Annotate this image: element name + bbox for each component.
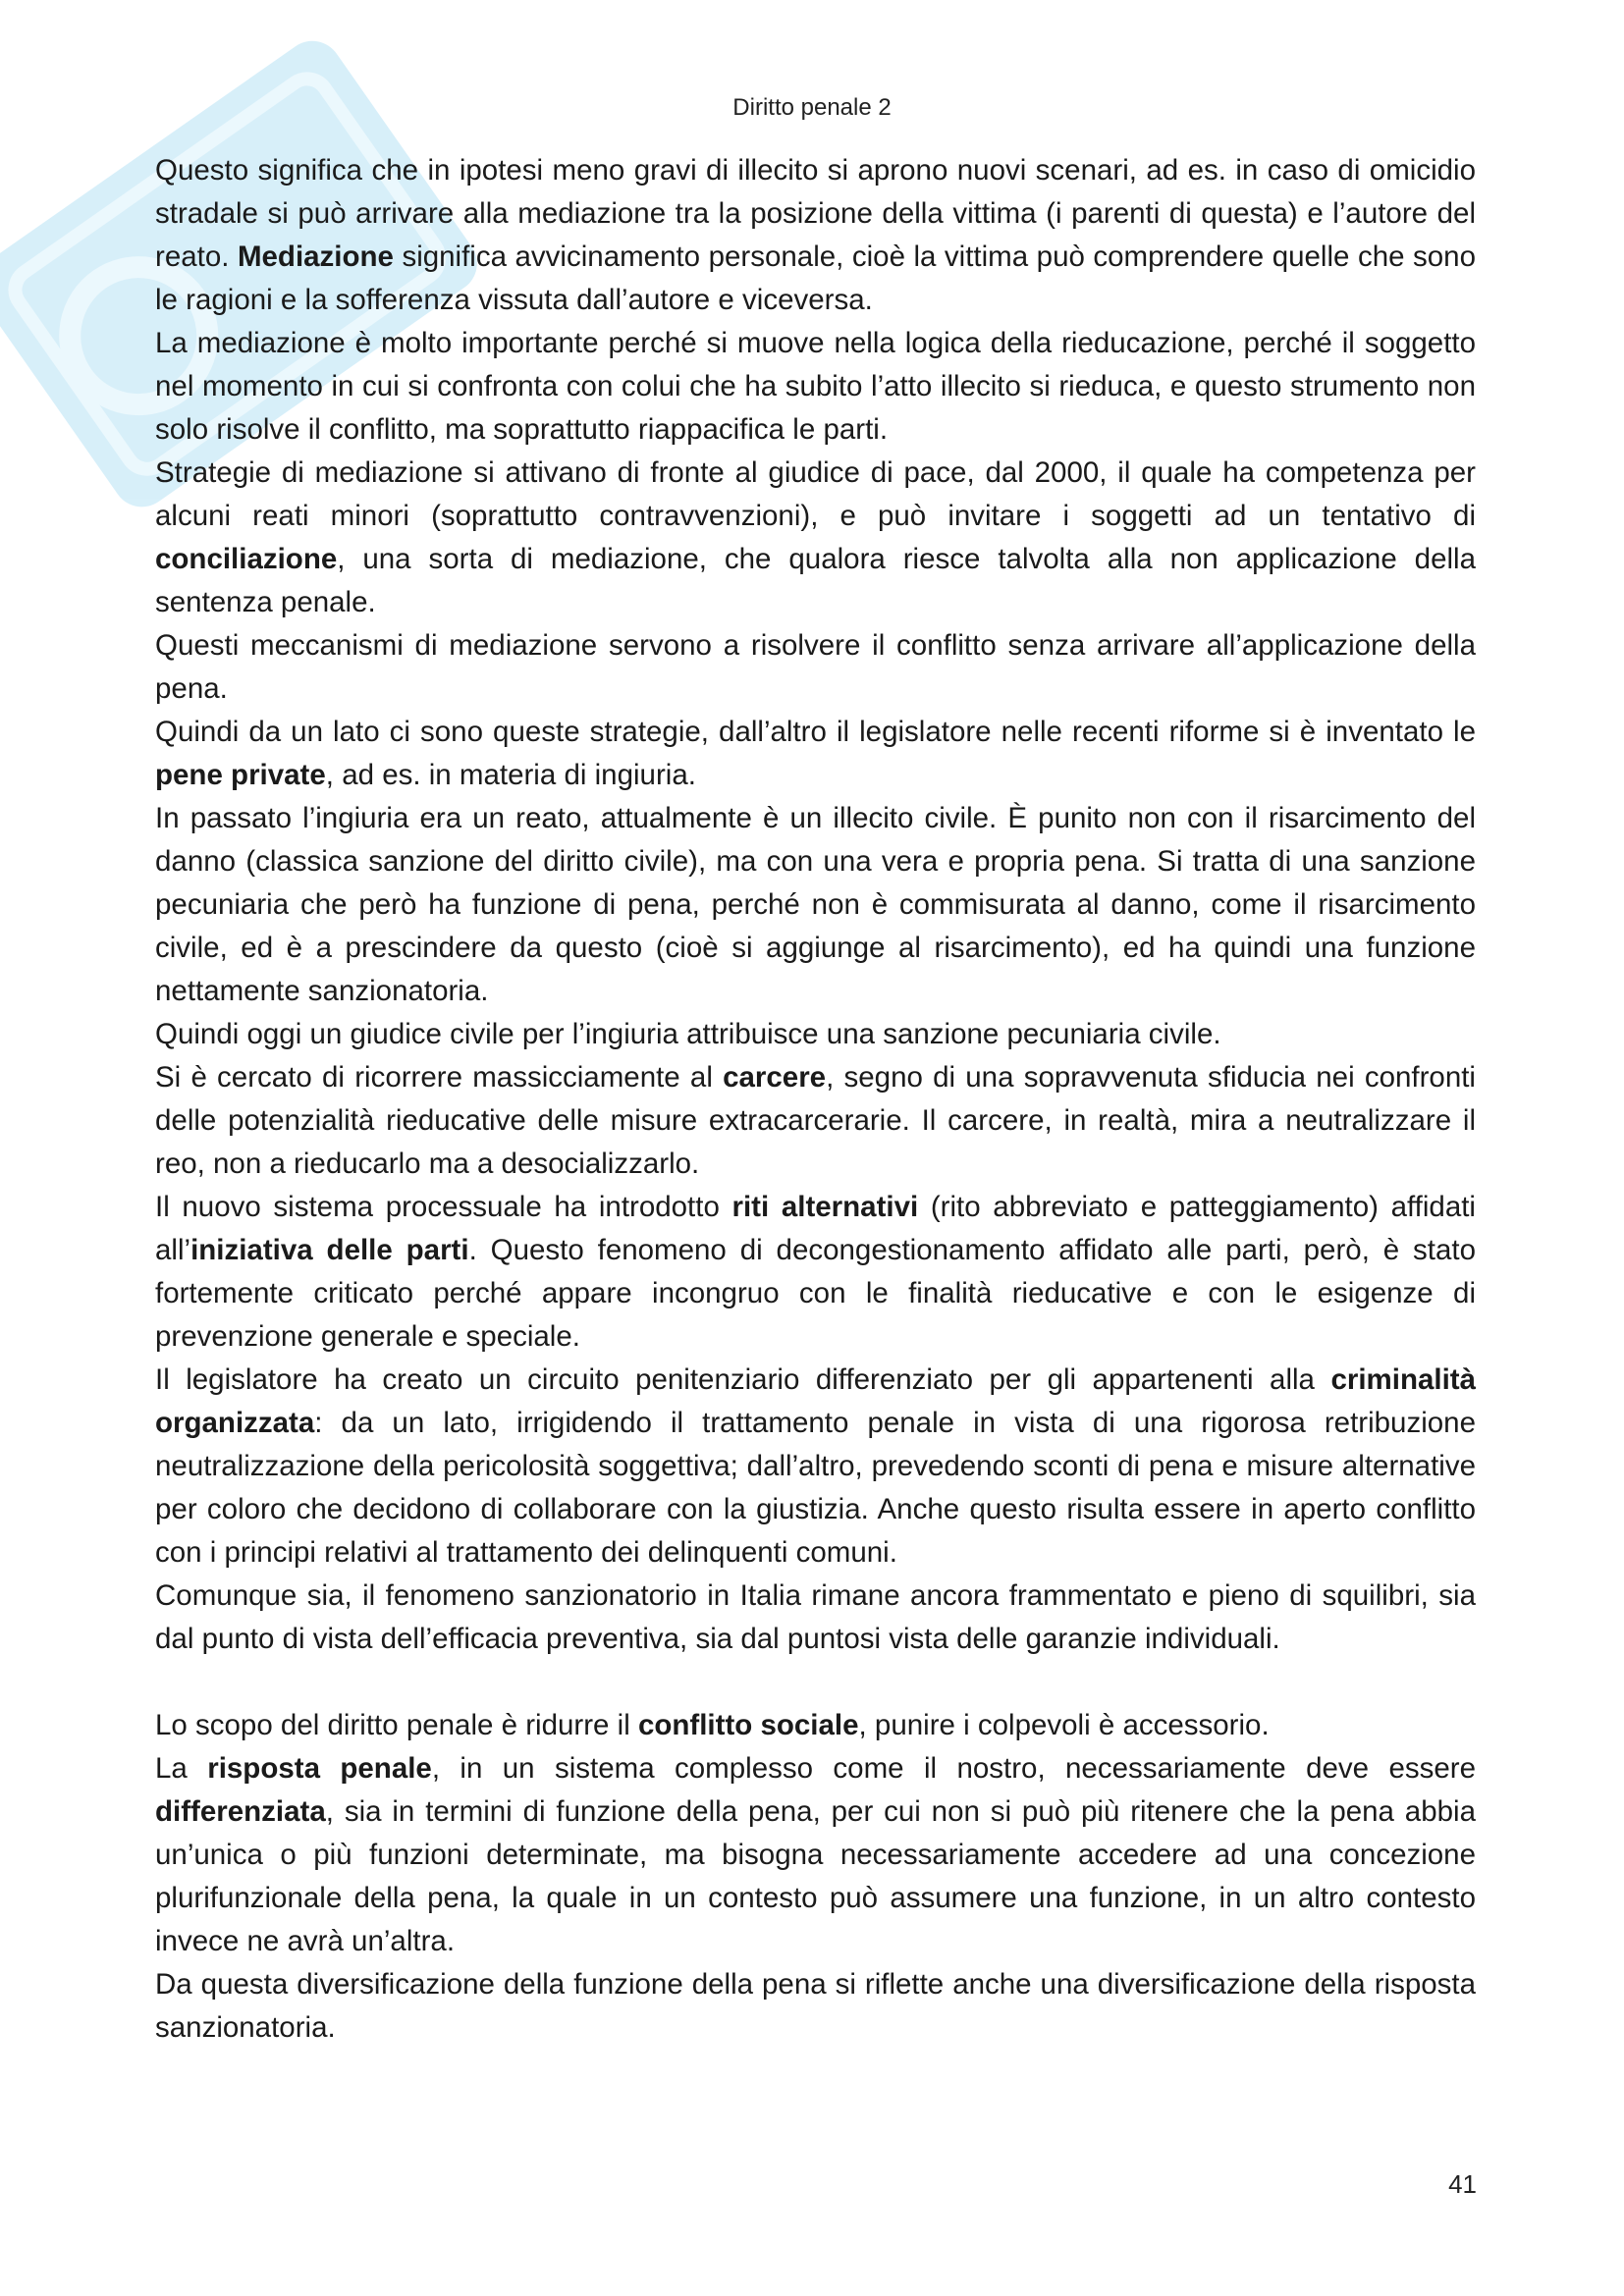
paragraph bbox=[155, 1359, 1476, 1575]
text-run: , una sorta di mediazione, che qualora riesce talvolta alla non applicazione della sentenza penale. bbox=[155, 543, 1476, 618]
text-run: Da questa diversificazione della funzione della pena si riflette anche una diversificazione della risposta sanzionatoria. bbox=[155, 1968, 1476, 2044]
text-run: : da un lato, irrigidendo il trattamento penale in vista di una rigorosa retribuzione neutralizzazione della pericolosità soggettiva; dall’altro, prevedendo sconti di pena e misure alternative per coloro che decidono di collaborare con la giustizia. Anche questo risulta essere in aperto conflitto con i principi relativi al trattamento dei delinquenti comuni. bbox=[155, 1407, 1476, 1569]
text-run: Strategie di mediazione si attivano di fronte al giudice di pace, dal 2000, il quale ha competenza per alcuni reati minori (soprattutto contravvenzioni), e può invitare i soggetti ad un tentativo di bbox=[155, 456, 1476, 532]
bold-term: conciliazione bbox=[155, 543, 338, 575]
bold-term: iniziativa delle parti bbox=[190, 1234, 469, 1266]
bold-term: criminalità organizzata bbox=[155, 1363, 1476, 1439]
text-run: , punire i colpevoli è accessorio. bbox=[858, 1709, 1270, 1741]
text-run: . Questo fenomeno di decongestionamento affidato alle parti, però, è stato fortemente criticato perché appare incongruo con le finalità rieducative e con le esigenze di prevenzione generale e speciale. bbox=[155, 1234, 1476, 1353]
text-run: Quindi da un lato ci sono queste strategie, dall’altro il legislatore nelle recenti riforme si è inventato le bbox=[155, 716, 1476, 748]
bold-term: pene private bbox=[155, 759, 326, 791]
bold-term: differenziata bbox=[155, 1795, 326, 1828]
text-run: Il legislatore ha creato un circuito penitenziario differenziato per gli appartenenti alla bbox=[155, 1363, 1331, 1396]
text-run: Quindi oggi un giudice civile per l’ingiuria attribuisce una sanzione pecuniaria civile. bbox=[155, 1018, 1221, 1050]
text-run: Questi meccanismi di mediazione servono a risolvere il conflitto senza arrivare all’applicazione della pena. bbox=[155, 629, 1476, 705]
text-run: , segno di una sopravvenuta sfiducia nei confronti delle potenzialità rieducative delle misure extracarcerarie. Il carcere, in realtà, mira a neutralizzare il reo, non a rieducarlo ma a desocializzarlo. bbox=[155, 1061, 1476, 1180]
paragraph bbox=[155, 149, 1476, 322]
bold-term: riti alternativi bbox=[731, 1191, 919, 1223]
paragraph bbox=[155, 1704, 1476, 1747]
text-run: significa avvicinamento personale, cioè la vittima può comprendere quelle che sono le ragioni e la sofferenza vissuta dall’autore e viceversa. bbox=[155, 240, 1476, 316]
paragraph bbox=[155, 1747, 1476, 1963]
text-run: (rito abbreviato e patteggiamento) affidati all’ bbox=[155, 1191, 1476, 1266]
page-number: 41 bbox=[1448, 2169, 1477, 2199]
paragraph bbox=[155, 1056, 1476, 1186]
text-run: Comunque sia, il fenomeno sanzionatorio in Italia rimane ancora frammentato e pieno di squilibri, sia dal punto di vista dell’efficacia preventiva, sia dal puntosi vista delle garanzie individuali. bbox=[155, 1579, 1476, 1655]
text-run: La bbox=[155, 1752, 208, 1785]
text-run: In passato l’ingiuria era un reato, attualmente è un illecito civile. È punito non con il risarcimento del danno (classica sanzione del diritto civile), ma con una vera e propria pena. Si tratta di una sanzione pecuniaria che però ha funzione di pena, perché non è commisurata al danno, come il risarcimento civile, ed è a prescindere da questo (cioè si aggiunge al risarcimento), ed ha quindi una funzione nettamente sanzionatoria. bbox=[155, 802, 1476, 1007]
page-header: Diritto penale 2 bbox=[732, 94, 892, 121]
text-run: Il nuovo sistema processuale ha introdotto bbox=[155, 1191, 732, 1223]
text-run: Si è cercato di ricorrere massicciamente al bbox=[155, 1061, 724, 1094]
paragraph bbox=[155, 1575, 1476, 1661]
paragraph bbox=[155, 452, 1476, 624]
paragraph bbox=[155, 624, 1476, 711]
bold-term: conflitto sociale bbox=[637, 1709, 859, 1741]
bold-term: Mediazione bbox=[237, 240, 394, 273]
text-run: , ad es. in materia di ingiuria. bbox=[325, 759, 696, 791]
paragraph bbox=[155, 1963, 1476, 2050]
text-run: Lo scopo del diritto penale è ridurre il bbox=[155, 1709, 638, 1741]
paragraph bbox=[155, 1013, 1476, 1056]
text-run: La mediazione è molto importante perché si muove nella logica della rieducazione, perché il soggetto nel momento in cui si confronta con colui che ha subito l’atto illecito si rieduca, e questo strumento non solo risolve il conflitto, ma soprattutto riappacifica le parti. bbox=[155, 327, 1476, 446]
document-body bbox=[155, 149, 1476, 2050]
bold-term: risposta penale bbox=[207, 1752, 432, 1785]
paragraph bbox=[155, 1186, 1476, 1359]
paragraph bbox=[155, 711, 1476, 797]
paragraph bbox=[155, 322, 1476, 452]
bold-term: carcere bbox=[723, 1061, 827, 1094]
text-run: , in un sistema complesso come il nostro, necessariamente deve essere bbox=[431, 1752, 1476, 1785]
text-run: Questo significa che in ipotesi meno gravi di illecito si aprono nuovi scenari, ad es. in caso di omicidio stradale si può arrivare alla mediazione tra la posizione della vittima (i parenti di questa) e l’autore del reato. bbox=[155, 154, 1476, 273]
text-run: , sia in termini di funzione della pena, per cui non si può più ritenere che la pena abbia un’unica o più funzioni determinate, ma bisogna necessariamente accedere ad una concezione plurifunzionale della pena, la quale in un contesto può assumere una funzione, in un altro contesto invece ne avrà un’altra. bbox=[155, 1795, 1476, 1957]
paragraph bbox=[155, 797, 1476, 1013]
